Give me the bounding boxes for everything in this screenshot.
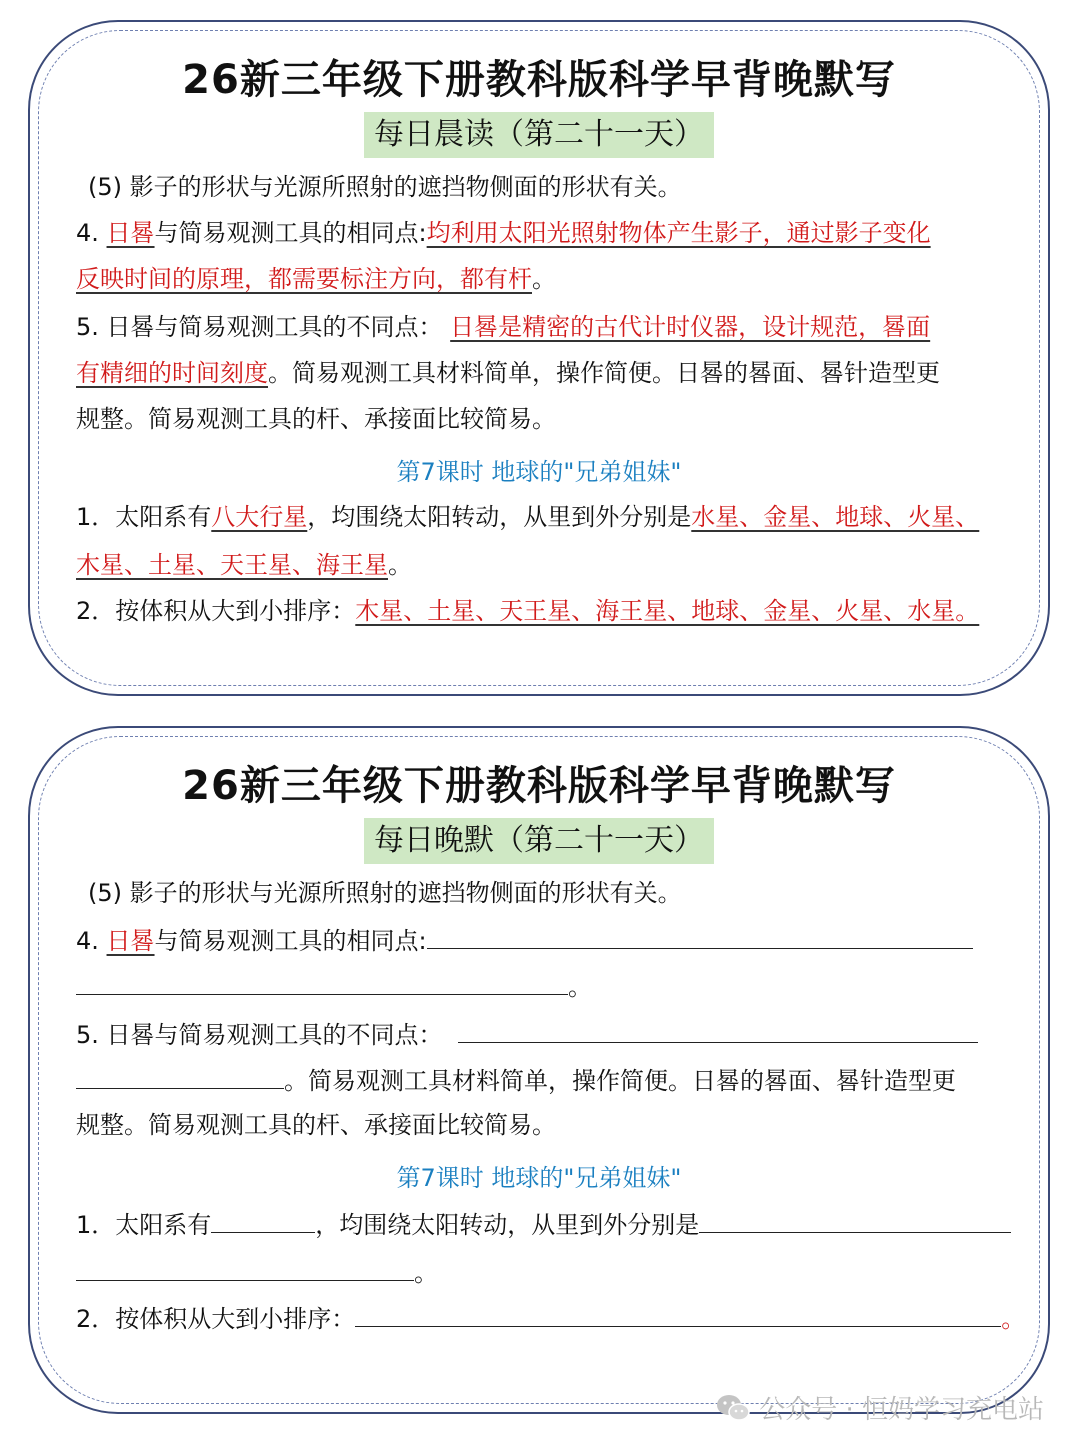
point-5-line-3: 规整。简易观测工具的杆、承接面比较简易。 xyxy=(76,405,556,433)
question-1-line-2 xyxy=(76,548,412,582)
answer-text: 有精细的时间刻度 xyxy=(76,359,268,387)
answer-text: 八大行星 xyxy=(211,503,308,531)
point-label: 5. 日晷与简易观测工具的不同点： xyxy=(76,313,443,341)
answer-text: 日晷是精密的古代计时仪器，设计规范，晷面 xyxy=(450,313,931,341)
punctuation: 。 xyxy=(414,1259,438,1287)
answer-text: 反映时间的原理，都需要标注方向，都有杆 xyxy=(76,265,532,293)
answer-text: 均利用太阳光照射物体产生影子，通过影子变化 xyxy=(426,219,931,247)
watermark xyxy=(715,1389,1044,1426)
point-5-line-2 xyxy=(76,1062,956,1098)
answer-text: 日晷 xyxy=(106,219,155,247)
point-5-line-3: 规整。简易观测工具的杆、承接面比较简易。 xyxy=(76,1111,556,1139)
question-1-line xyxy=(76,500,979,534)
point-5-line-2 xyxy=(76,356,940,390)
fill-blank[interactable] xyxy=(427,922,973,949)
question-1-line xyxy=(76,1206,1011,1242)
lesson-heading: 第7课时 地球的"兄弟姐妹" xyxy=(396,458,682,486)
watermark-text: 公众号 · 恒妈学习充电站 xyxy=(759,1395,1044,1425)
evening-card xyxy=(28,726,1050,1414)
fill-blank[interactable] xyxy=(211,1206,315,1233)
point-label: 5. 日晷与简易观测工具的不同点： xyxy=(76,1021,443,1049)
answer-text: 水星、金星、地球、火星、 xyxy=(691,503,980,531)
answer-text: 日晷 xyxy=(106,927,155,955)
fill-blank[interactable] xyxy=(76,968,568,995)
question-2-line xyxy=(76,594,979,628)
question-text: ，均围绕太阳转动，从里到外分别是 xyxy=(315,1211,700,1239)
punctuation: 。 xyxy=(532,265,556,293)
line-5: (5) 影子的形状与光源所照射的遮挡物侧面的形状有关。 xyxy=(88,879,682,907)
point-4-line xyxy=(76,216,931,250)
page-title: 26新三年级下册教科版科学早背晚默写 xyxy=(182,57,896,103)
section-subtitle: 每日晚默（第二十一天） xyxy=(364,818,714,864)
question-text: ，均围绕太阳转动，从里到外分别是 xyxy=(307,503,692,531)
point-5-line xyxy=(76,1016,978,1052)
body-text: 。简易观测工具材料简单，操作简便。日晷的晷面、晷针造型更 xyxy=(284,1067,956,1095)
question-1-line-2 xyxy=(76,1254,438,1290)
punctuation: 。 xyxy=(1001,1305,1026,1333)
morning-card xyxy=(28,20,1050,696)
wechat-icon xyxy=(715,1393,751,1423)
point-4-line-2 xyxy=(76,262,556,296)
answer-text: 木星、土星、天王星、海王星 xyxy=(76,551,388,579)
question-2-line xyxy=(76,1300,1025,1336)
point-number: 4. xyxy=(76,927,107,955)
point-label: 与简易观测工具的相同点: xyxy=(154,219,427,247)
section-subtitle: 每日晨读（第二十一天） xyxy=(364,112,714,158)
question-text: 2．按体积从大到小排序： xyxy=(76,597,356,625)
question-text: 1．太阳系有 xyxy=(76,1211,212,1239)
point-5-line xyxy=(76,310,930,344)
point-number: 4. xyxy=(76,219,107,247)
fill-blank[interactable] xyxy=(76,1254,414,1281)
answer-text: 木星、土星、天王星、海王星、地球、金星、火星、水星。 xyxy=(355,597,980,625)
fill-blank[interactable] xyxy=(458,1016,978,1043)
point-4-line-2 xyxy=(76,968,592,1004)
punctuation: 。 xyxy=(388,551,412,579)
point-label: 与简易观测工具的相同点: xyxy=(154,927,427,955)
question-text: 2．按体积从大到小排序： xyxy=(76,1305,356,1333)
fill-blank[interactable] xyxy=(76,1062,284,1089)
point-4-line xyxy=(76,922,973,958)
body-text: 。简易观测工具材料简单，操作简便。日晷的晷面、晷针造型更 xyxy=(268,359,940,387)
page-title: 26新三年级下册教科版科学早背晚默写 xyxy=(182,763,896,809)
punctuation: 。 xyxy=(568,973,592,1001)
fill-blank[interactable] xyxy=(699,1206,1011,1233)
question-text: 1．太阳系有 xyxy=(76,503,212,531)
fill-blank[interactable] xyxy=(355,1300,1001,1327)
lesson-heading: 第7课时 地球的"兄弟姐妹" xyxy=(396,1164,682,1192)
line-5: (5) 影子的形状与光源所照射的遮挡物侧面的形状有关。 xyxy=(88,173,682,201)
